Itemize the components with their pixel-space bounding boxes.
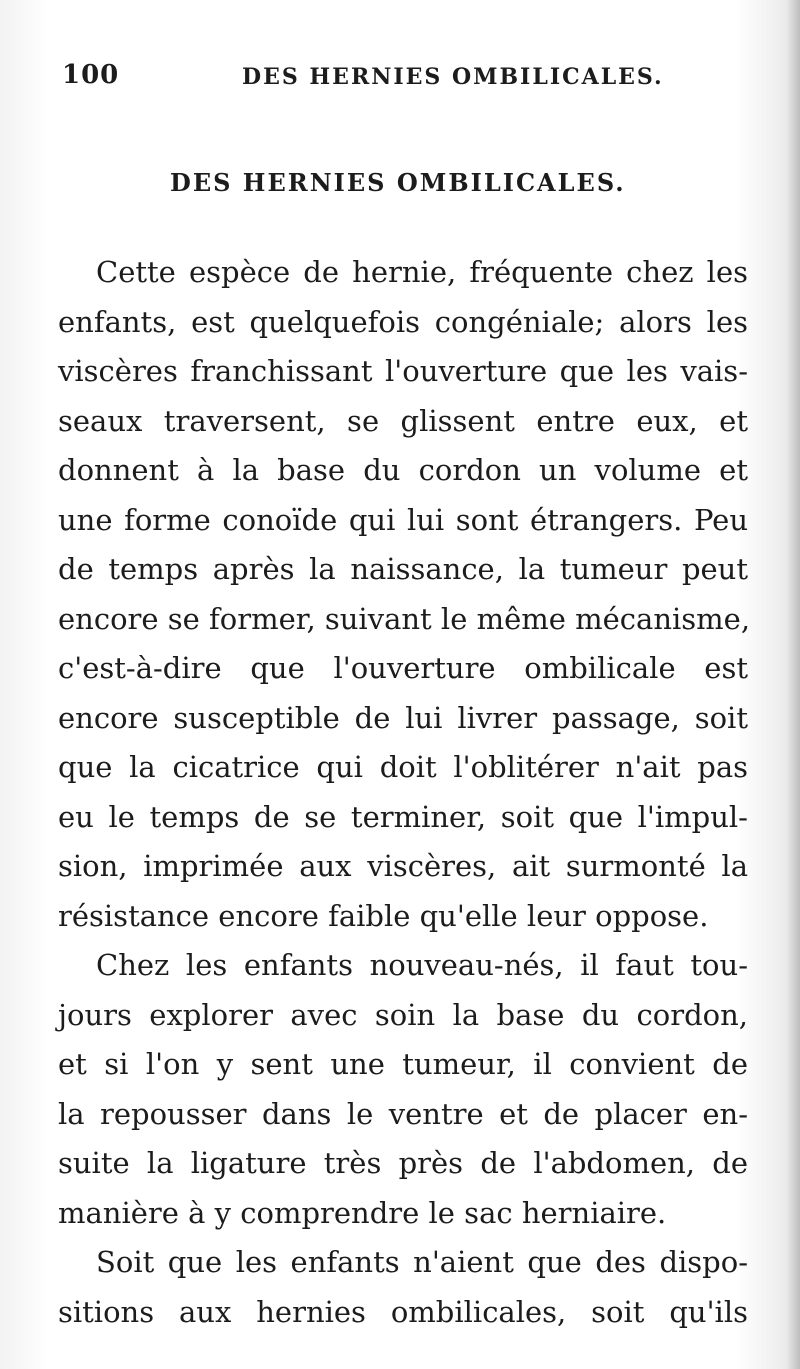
- text-line: Soit que les enfants n'aient que des dispo-: [96, 1245, 748, 1279]
- paragraph-1: [58, 248, 751, 941]
- text-line: Chez les enfants nouveau-nés, il faut tou-: [96, 948, 748, 982]
- text-line: résistance encore faible qu'elle leur oppose.: [58, 898, 709, 933]
- text-line: la repousser dans le ventre et de placer en-: [58, 1096, 748, 1131]
- text-line: sion, imprimée aux viscères, ait surmonté la: [58, 849, 748, 883]
- text-line: suite la ligature très près de l'abdomen, de: [58, 1146, 748, 1180]
- text-line: viscères franchissant l'ouverture que les vais-: [58, 354, 748, 388]
- text-line: et si l'on y sent une tumeur, il convient de: [58, 1047, 748, 1081]
- text-line: seaux traversent, se glissent entre eux, et: [58, 403, 748, 438]
- text-line: manière à y comprendre le sac herniaire.: [58, 1195, 667, 1230]
- text-line: encore susceptible de lui livrer passage, soit: [58, 700, 748, 735]
- paragraph-3: [58, 1238, 748, 1337]
- text-line: jours explorer avec soin la base du cordon,: [58, 997, 748, 1032]
- text-line: eu le temps de se terminer, soit que l'impul-: [58, 799, 748, 834]
- text-line: Cette espèce de hernie, fréquente chez les: [96, 255, 748, 289]
- running-title: DES HERNIES OMBILICALES.: [242, 64, 664, 90]
- text-line: une forme conoïde qui lui sont étrangers. Peu: [58, 502, 748, 537]
- page-number: 100: [62, 60, 120, 90]
- text-line: sitions aux hernies ombilicales, soit qu'ils: [58, 1294, 748, 1329]
- text-line: que la cicatrice qui doit l'oblitérer n'ait pas: [58, 750, 748, 784]
- text-line: encore se former, suivant le même mécanisme,: [58, 601, 751, 636]
- text-line: donnent à la base du cordon un volume et: [58, 453, 748, 487]
- section-heading: DES HERNIES OMBILICALES.: [170, 168, 626, 197]
- page-edge-shadow: [786, 0, 800, 1369]
- paragraph-2: [58, 941, 748, 1238]
- running-head: [62, 60, 742, 100]
- body-text: [58, 248, 751, 1337]
- text-line: enfants, est quelquefois congéniale; alors les: [58, 304, 748, 339]
- text-line: c'est-à-dire que l'ouverture ombilicale est: [58, 651, 748, 685]
- text-line: de temps après la naissance, la tumeur peut: [58, 552, 748, 586]
